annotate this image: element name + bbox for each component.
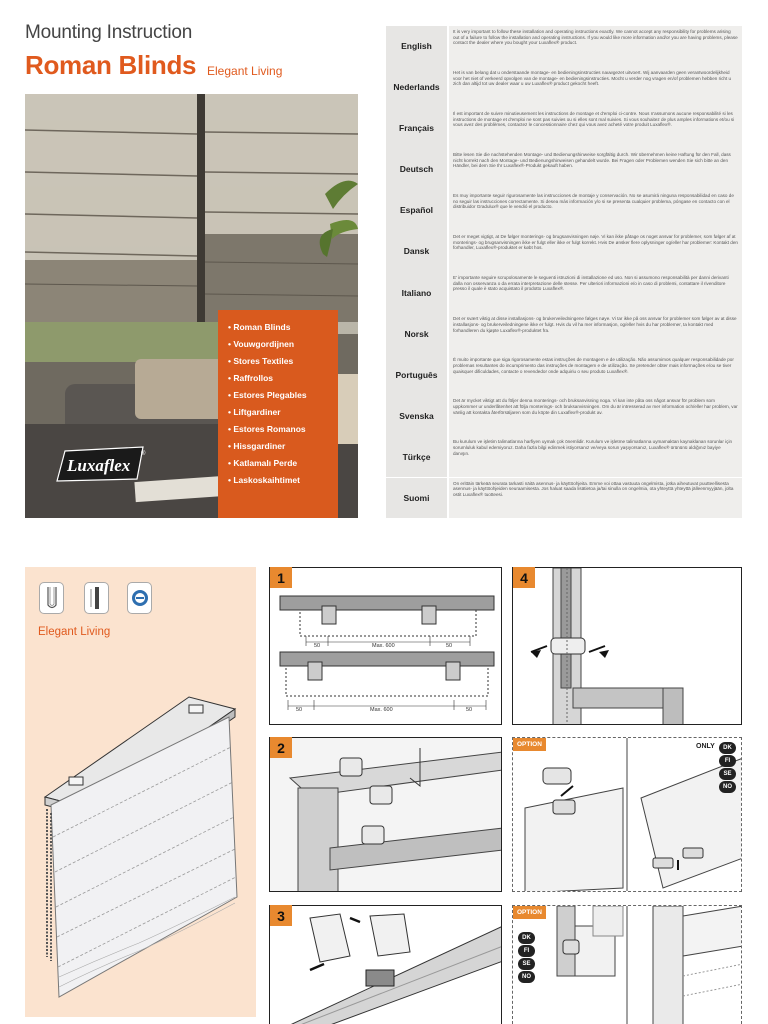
language-row <box>386 231 742 272</box>
sidebar-brand-tagline: Elegant Living <box>38 626 111 638</box>
blind-left <box>25 94 197 322</box>
product-list-item: • Estores Romanos <box>228 424 306 434</box>
country-badge-se: SE <box>518 958 535 970</box>
language-row <box>386 26 742 67</box>
option-1-illustration <box>513 738 742 892</box>
step-1-panel <box>269 567 502 725</box>
logo-registered-mark: ® <box>141 451 146 457</box>
language-disclaimer-text: It is very important to follow these installation and operating instructions exactly. We cannot accept any responsibility for problems arising out of a failure to follow the installation and operating instructions. If you would like more information and/or you are having problems, please contact the dealer where you bought your Luxaflex® product. <box>449 26 742 67</box>
product-list-item: • Laskoskaihtimet <box>228 475 300 485</box>
language-disclaimer-text: Het is van belang dat u onderstaande montage- en bedieningsinstructies nauwgezet uitvoert. Wij aanvaarden geen verantwoordelijkheid voor het niet of verkeerd opvolgen van de montage- en bedieningsinstructies. Mocht u verder nog vragen en/of problemen hebben richt u zich dan altijd tot uw dealer waar u uw Luxaflex® product gekocht heeft. <box>449 67 742 108</box>
language-disclaimer-text: Det er meget vigtigt, at De følger monterings- og brugsanvisningen nøje. Vi kan ikke påtage os noget ansvar for problemer, som følger af at monterings- og brugsanvisningen ikke er fulgt eller ikke er fulgt korrekt. Hvis De ønsker flere oplysninger og/eller har problemer: Kontakt den forhandler, Luxaflex®-produktet er købt hos. <box>449 231 742 272</box>
step-2-illustration <box>270 738 502 892</box>
motor-icon <box>127 582 152 614</box>
brand-tagline: Elegant Living <box>207 64 283 78</box>
country-badge-fi: FI <box>719 755 736 767</box>
language-disclaimer-text: Det är mycket viktigt att du följer denna monterings- och bruksanvisning noga. Vi kan inte påta oss något ansvar för problem som uppkommer ur underlåtenhet att följa monterings- och bruksanvisningen. Om du är intresserad av mer information och/eller har problem, var vänlig att kontakta återförsäljaren som du köpte din Luxaflex®-produkt av. <box>449 395 742 436</box>
language-row <box>386 149 742 190</box>
only-label: ONLY <box>696 743 715 750</box>
language-disclaimer-text: Bitte lesen Sie die nachstehenden Montage- und Bedienungshinweise sorgfältig durch. Wir übernehmen keine Haftung für den Fall, dass nicht korrekt nach den Montage- und Bedienungshinweisen gehandelt wurde. Bei Fragen oder Problemen wenden Sie sich bitte an den Händler, bei dem Sie Ihr Luxaflex®-Produkt gekauft haben. <box>449 149 742 190</box>
step-4-illustration <box>513 568 742 725</box>
dimension-label: Max. 600 <box>370 707 393 713</box>
product-list-item: • Roman Blinds <box>228 322 291 332</box>
logo-wordmark: Luxaflex <box>67 456 131 475</box>
dimension-label: 50 <box>466 707 473 713</box>
product-list-item: • Raffrollos <box>228 373 274 383</box>
language-disclaimer-text: Il est important de suivre minutieusement les instructions de montage et d'emploi ci-contre. Nous n'assumons aucune responsabilité si les instructions de montage et d'emploi ne sont pas suivies ou si elles sont mal suivies. Si vous souhaitez de plus amples informations et/ou si vous avez des problèmes, contactez le concessionnaire chez qui vous avez acheté votre produit Luxaflex®. <box>449 108 742 149</box>
language-name: Italiano <box>386 272 447 313</box>
language-name: Nederlands <box>386 67 447 108</box>
language-row <box>386 478 742 519</box>
option-panel-1 <box>512 737 742 892</box>
language-name: Svenska <box>386 395 447 436</box>
product-sidebar <box>25 567 256 1017</box>
option-2-illustration <box>513 906 742 1024</box>
language-row <box>386 395 742 436</box>
step-2-panel <box>269 737 502 892</box>
language-disclaimer-text: Det er svært viktig at disse installasjons- og brukerveiledningene følges nøye. Vi tar ikke på oss ansvar for problemer som følger av at disse installasjons- og brukerveiledningene ikke er fulgt. Hvis du vil ha mer informasjon, og/eller hvis du har problemer, ta kontakt med forhandleren du kjøpte Luxaflex®-produktet fra. <box>449 313 742 354</box>
luxaflex-logo <box>53 443 149 487</box>
option-tag: OPTION <box>513 906 546 919</box>
option-tag: OPTION <box>513 738 546 751</box>
language-row <box>386 436 742 477</box>
language-disclaimer-text: On erittäin tärkeää seurata tarkasti näitä asennus- ja käyttöohjeita. Emme voi ottaa vastuuta ongelmista, jotka aiheutuvat puutteellisesta asennus- ja käyttöohjeiden seuraamisesta. Jos haluat saada lisätietoa ja/tai sinulla on ongelmia, ota yhteyttä yhteyttä jälleenmyyjään, jolta ostit Luxaflex® tuotteesi. <box>449 478 742 519</box>
roman-blind-drawing <box>39 687 249 1007</box>
language-row <box>386 67 742 108</box>
language-disclaimer-table <box>386 26 742 517</box>
document-subtitle: Mounting Instruction <box>25 22 193 43</box>
country-badge-se: SE <box>719 768 736 780</box>
language-name: Español <box>386 190 447 231</box>
document-title: Roman Blinds <box>25 50 197 80</box>
dimension-label: Max. 600 <box>372 643 395 649</box>
dimension-label: 50 <box>296 707 303 713</box>
country-badge-no: NO <box>518 971 535 983</box>
language-name: Dansk <box>386 231 447 272</box>
hero-photo <box>25 94 358 518</box>
step-number-1: 1 <box>270 567 292 588</box>
language-disclaimer-text: É muito importante que siga rigorosamente estas instruções de montagem e de utilização. Não assumimos qualquer responsabilidade por problemas resultantes do incumprimento das instruções de montagem e de utilização. Se pretender obter mais informações e/ou se tiver quaisquer dificuldades, contacte o revendedor onde adquiriu o seu produto Luxaflex®. <box>449 354 742 395</box>
country-badge-dk: DK <box>719 742 736 754</box>
step-number-4: 4 <box>513 567 535 588</box>
language-disclaimer-text: E' importante seguire scrupolosamente le seguenti istruzioni di installazione ed uso. Non si assumono responsabilità per danni derivanti dalla non osservanza o da errata interpretazione delle stesse. Per ulteriori informazioni e/o in caso di problemi, contattare il rivenditore presso il quale è stato acquistato il prodotto Luxaflex®. <box>449 272 742 313</box>
language-name: Português <box>386 354 447 395</box>
step-4-panel <box>512 567 742 725</box>
language-row <box>386 313 742 354</box>
dimension-label: 50 <box>446 643 453 649</box>
language-row <box>386 354 742 395</box>
product-list-item: • Hissgardiner <box>228 441 286 451</box>
chain-control-icon <box>84 582 109 614</box>
language-row <box>386 272 742 313</box>
product-list-item: • Stores Textiles <box>228 356 294 366</box>
language-name: English <box>386 26 447 67</box>
language-name: Suomi <box>386 478 447 519</box>
step-number-2: 2 <box>270 737 292 758</box>
language-row <box>386 190 742 231</box>
product-list-item: • Liftgardiner <box>228 407 281 417</box>
language-name: Türkçe <box>386 436 447 477</box>
dimension-label: 50 <box>314 643 321 649</box>
language-name: Norsk <box>386 313 447 354</box>
product-list-item: • Estores Plegables <box>228 390 307 400</box>
product-list-item: • Katlamalı Perde <box>228 458 298 468</box>
language-disclaimer-text: Es muy importante seguir rigurosamente las instrucciones de montaje y conservación. No se asumirá ninguna responsabilidad en caso de no seguir las instrucciones correctamente. Si desea más información y/o si se presenta cualquier problema, póngase en contacto con el distribuidor Gradulux® que le vendió el producto. <box>449 190 742 231</box>
step-3-illustration <box>270 906 502 1024</box>
country-badge-dk: DK <box>518 932 535 944</box>
country-badge-fi: FI <box>518 945 535 957</box>
product-list-item: • Vouwgordijnen <box>228 339 295 349</box>
language-disclaimer-text: Bu kurulum ve işletim talimatlarına harfiyen uymak çok önemlidir. Kurulum ve işletme talimatlarına uymamaktan kaynaklanan sorunlar için sorumluluk kabul edemiyoruz. Daha fazla bilgi edinmek istiyorsanız ve/veya sorun yaşıyorsanız, Luxaflex® ürününü aldığınız bayiye danışın. <box>449 436 742 477</box>
option-panel-2 <box>512 905 742 1024</box>
country-badge-no: NO <box>719 781 736 793</box>
step-3-panel <box>269 905 502 1024</box>
step-number-3: 3 <box>270 905 292 926</box>
product-name-list <box>218 310 338 518</box>
language-name: Français <box>386 108 447 149</box>
language-name: Deutsch <box>386 149 447 190</box>
language-row <box>386 108 742 149</box>
blind-right <box>205 94 358 322</box>
cord-loop-icon <box>39 582 64 614</box>
